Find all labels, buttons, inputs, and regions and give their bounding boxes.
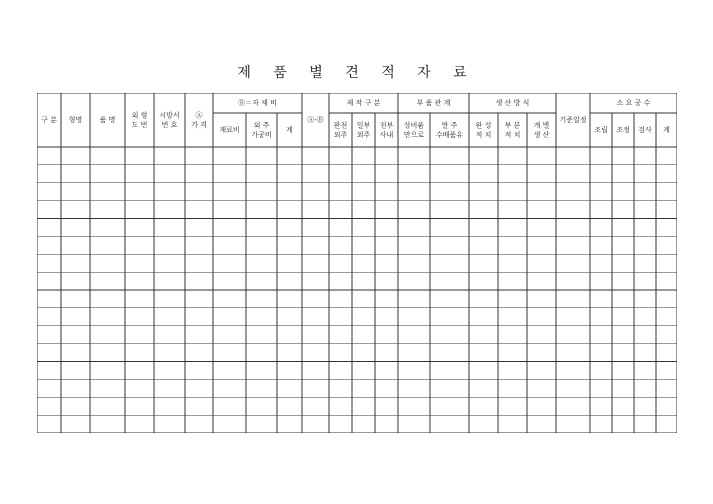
group-header-saengsan: 생 산 방 식 <box>495 99 530 107</box>
column-header-a_gagyeok: Ⓐ <box>195 111 203 120</box>
estimate-table <box>37 93 677 433</box>
column-header-geomsa: 검사 <box>638 126 652 134</box>
column-header-baljusu: 수배품유 <box>435 130 464 139</box>
column-header-ilbu_oeju: 외주 <box>356 130 371 139</box>
column-header-a_b: Ⓐ-Ⓑ <box>307 116 324 124</box>
column-header-jeonbu_sanae: 사내 <box>379 130 394 139</box>
group-header-bupum: 부 품 관 계 <box>416 99 451 107</box>
column-header-jeonbu_sanae: 전부 <box>379 121 394 130</box>
column-header-wanseong: 적 치 <box>475 130 492 139</box>
column-header-sangbi: 상비품 <box>403 121 425 130</box>
group-header-soyo: 소 요 공 수 <box>616 99 651 107</box>
column-header-b_gye: 계 <box>286 126 293 134</box>
column-header-hyeongmyeong: 형명 <box>68 116 83 124</box>
column-header-gaebyeol: 개 별 <box>533 121 550 130</box>
column-header-b_jaryo: 재료비 <box>219 126 240 134</box>
group-header-b_jajae: Ⓑ＝자 재 비 <box>238 99 277 107</box>
column-header-bubun: 적 치 <box>504 130 521 139</box>
column-header-wanseong: 완 성 <box>475 121 492 130</box>
column-header-b_oeju: 외 주 <box>253 121 270 130</box>
column-header-jorip: 조립 <box>594 126 608 134</box>
column-header-a_gagyeok: 가 격 <box>191 120 207 129</box>
column-header-bubun: 부 분 <box>504 121 521 130</box>
column-header-jojeong: 조정 <box>616 126 630 134</box>
column-header-pummyeong: 품 명 <box>99 116 116 124</box>
column-header-oehyeong_dobeon: 도 번 <box>131 120 148 129</box>
column-header-gijun: 기준일정 <box>559 116 587 124</box>
column-header-wanjeon_oeju: 완전 <box>333 121 348 130</box>
column-header-ilbu_oeju: 일부 <box>356 121 371 130</box>
column-header-sibangseo_beonho: 번 호 <box>161 120 178 129</box>
column-header-soyo_gye: 계 <box>663 126 670 134</box>
page-title: 제 품 별 견 적 자 료 <box>237 65 476 81</box>
column-header-sangbi: 만으로 <box>403 130 425 139</box>
column-header-oehyeong_dobeon: 외 형 <box>131 111 148 120</box>
column-header-b_oeju: 가공비 <box>251 130 272 139</box>
column-header-wanjeon_oeju: 외주 <box>333 130 348 139</box>
column-header-gubun: 구 분 <box>41 116 57 124</box>
column-header-baljusu: 발 주 <box>441 121 458 130</box>
column-header-gaebyeol: 생 산 <box>533 130 550 139</box>
group-header-jejak: 제 작 구 분 <box>346 99 381 107</box>
column-header-sibangseo_beonho: 시방서 <box>159 111 180 120</box>
